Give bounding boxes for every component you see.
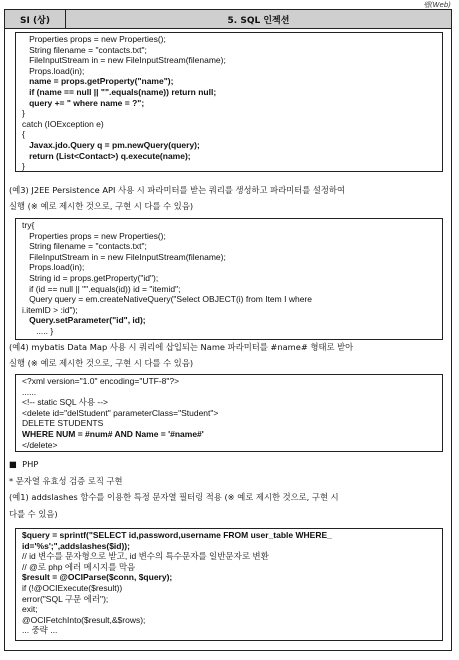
code-line: query += " where name = ?"; [22, 97, 145, 108]
code-line: // id 변수를 문자형으로 받고, id 변수의 특수문자를 일반문자로 변환 [22, 551, 269, 562]
code-block-j2ee [15, 218, 443, 340]
code-line: } [22, 108, 25, 119]
section-header [5, 10, 451, 29]
code-line: try{ [22, 220, 35, 230]
code-line: FileInputStream in = new FileInputStream(filename); [22, 55, 226, 66]
code-line: <!-- static SQL 사용 --> [22, 397, 109, 408]
php-section-description [9, 456, 449, 522]
item-code: SI (상) [5, 10, 66, 28]
code-line: return (List<Contact>) q.execute(name); [22, 150, 191, 161]
code-line: if (id == null || "".equals(id)) id = "itemid"; [22, 283, 181, 294]
code-line: if (!@OCIExecute($result)) [22, 582, 123, 593]
text-line: (예3) J2EE Persistence API 사용 시 파라미터를 받는 쿼리를 생성하고 파라미터를 설정하여 [9, 185, 345, 195]
text-line: 실행 (※ 예로 제시한 것으로, 구현 시 다를 수 있음) [9, 358, 194, 368]
code-line: Properties props = new Properties(); [22, 230, 166, 241]
code-line: { [22, 129, 25, 140]
code-line: Props.load(in); [22, 65, 85, 76]
corner-label: 웹(Web) [423, 1, 451, 9]
code-line: $result = @OCIParse($conn, $query); [22, 572, 173, 583]
text-line: 다를 수 있음) [9, 508, 58, 519]
code-line: String filename = "contacts.txt"; [22, 241, 147, 252]
text-line: 실행 (※ 예로 제시한 것으로, 구현 시 다를 수 있음) [9, 201, 194, 211]
code-line: @OCIFetchInto($result,&$rows); [22, 614, 146, 625]
example-4-description [9, 339, 449, 371]
code-line: </delete> [22, 439, 58, 450]
code-line: exit; [22, 604, 38, 615]
code-line: String id = props.getProperty("id"); [22, 272, 159, 283]
code-line: FileInputStream in = new FileInputStream(filename); [22, 251, 226, 262]
text-line: ■ PHP [9, 459, 39, 469]
code-line: Props.load(in); [22, 262, 85, 273]
code-line: $query = sprintf("SELECT id,password,username FROM user_table WHERE_ [22, 530, 332, 540]
code-line: error("SQL 구문 에러"); [22, 593, 109, 604]
code-line: ...... [22, 386, 37, 397]
code-line: ..... } [22, 325, 54, 336]
code-line: <?xml version="1.0" encoding="UTF-8"?> [22, 376, 180, 386]
code-line: } [22, 161, 25, 172]
text-line: * 문자열 유효성 검증 로직 구현 [9, 475, 123, 486]
code-line: i.itemID > :id"); [22, 304, 78, 315]
code-line: WHERE NUM = #num# AND Name = '#name#' [22, 428, 204, 439]
code-line: name = props.getProperty("name"); [22, 76, 174, 87]
document-frame [4, 9, 452, 651]
code-block-mybatis [15, 374, 443, 452]
code-line: id='%s';",addslashes($id)); [22, 540, 130, 551]
code-line: Query query = em.createNativeQuery("Select OBJECT(i) from Item I where [22, 294, 312, 305]
code-line: <delete id="delStudent" parameterClass="Student"> [22, 407, 219, 418]
text-line: (예4) mybatis Data Map 사용 시 쿼리에 삽입되는 Name 파라미터를 #name# 형태로 받아 [9, 342, 354, 352]
code-line: Javax.jdo.Query q = pm.newQuery(query); [22, 139, 200, 150]
code-line: Query.setParameter("id", id); [22, 315, 146, 326]
example-3-description [9, 182, 449, 214]
code-block-java-jdo [15, 32, 443, 172]
code-line: if (name == null || "".equals(name)) return null; [22, 86, 217, 97]
section-title: 5. SQL 인젝션 [66, 10, 451, 28]
code-line: Properties props = new Properties(); [22, 34, 166, 44]
code-line: ... 중략 ... [22, 625, 58, 636]
code-line: // @로 php 에러 메시지를 막음 [22, 561, 136, 572]
code-line: DELETE STUDENTS [22, 418, 104, 429]
code-block-php [15, 528, 443, 641]
text-line: (예1) addslashes 함수를 이용한 특정 문자열 필터링 적용 (※ 예로 제시한 것으로, 구현 시 [9, 492, 339, 502]
code-line: catch (IOException e) [22, 118, 104, 129]
code-line: String filename = "contacts.txt"; [22, 44, 147, 55]
